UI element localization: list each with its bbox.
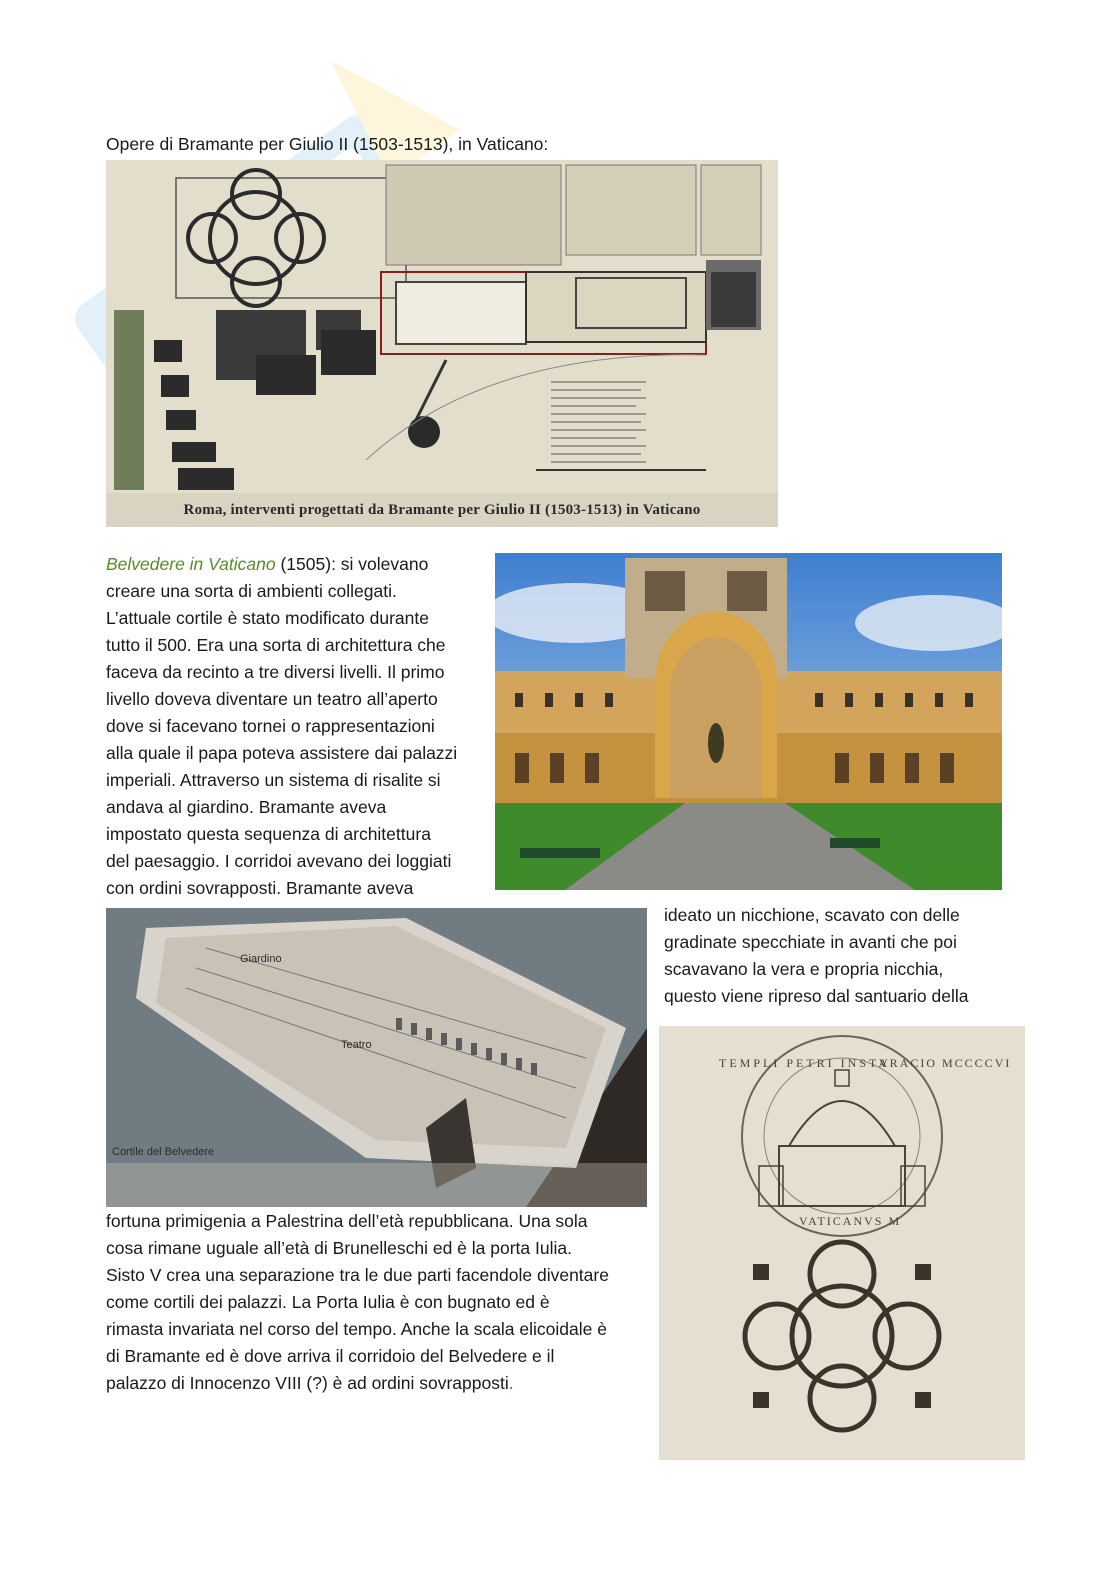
medal-inscription-left: TEMPLI PETRI INSTA (719, 1056, 891, 1070)
model-label-teatro: Teatro (341, 1039, 372, 1051)
belvedere-date: (1505) (275, 554, 332, 574)
belvedere-line-0: : si volevano (331, 554, 429, 574)
bottom-line-6: palazzo di Innocenzo VIII (?) è ad ordini sovrapposti (106, 1373, 509, 1393)
right-paragraph (664, 902, 1064, 1010)
belvedere-line-11: del paesaggio. I corridoi avevano dei loggiati (106, 851, 452, 871)
site-plan-drawing (106, 160, 778, 527)
belvedere-line-7: alla quale il papa poteva assistere dai palazzi (106, 743, 458, 763)
belvedere-line-9: andava al giardino. Bramante aveva (106, 797, 387, 817)
belvedere-paragraph (106, 551, 486, 902)
site-plan-caption: Roma, interventi progettati da Bramante per Giulio II (1503-1513) in Vaticano (106, 493, 778, 527)
trailing-period: . (508, 1373, 514, 1393)
belvedere-model-drawing (106, 908, 647, 1207)
medal-inscription-bottom: VATICANVS M (799, 1214, 902, 1228)
bottom-line-4: rimasta invariata nel corso del tempo. Anche la scala elicoidale è (106, 1319, 607, 1339)
right-line-2: scavavano la vera e propria nicchia, (664, 959, 944, 979)
right-line-1: gradinate specchiate in avanti che poi (664, 932, 957, 952)
belvedere-line-5: livello doveva diventare un teatro all’aperto (106, 689, 438, 709)
model-label-cortile: Cortile del Belvedere (112, 1146, 215, 1158)
belvedere-line-8: imperiali. Attraverso un sistema di risalite si (106, 770, 441, 790)
bottom-line-0: fortuna primigenia a Palestrina dell’età repubblicana. Una sola (106, 1211, 588, 1231)
bottom-line-1: cosa rimane uguale all’età di Brunelleschi ed è la porta Iulia. (106, 1238, 572, 1258)
belvedere-line-12: con ordini sovrapposti. Bramante aveva (106, 878, 414, 898)
belvedere-line-3: tutto il 500. Era una sorta di architettura che (106, 635, 446, 655)
belvedere-photo-drawing (495, 553, 1002, 890)
medal-plan-figure (659, 1026, 1025, 1460)
belvedere-photo (495, 553, 1002, 890)
bottom-line-3: come cortili dei palazzi. La Porta Iulia è con bugnato ed è (106, 1292, 550, 1312)
medal-plan-drawing (659, 1026, 1025, 1460)
belvedere-title: Belvedere in Vaticano (106, 554, 276, 574)
bottom-line-5: di Bramante ed è dove arriva il corridoio del Belvedere e il (106, 1346, 555, 1366)
bottom-line-2: Sisto V crea una separazione tra le due parti facendole diventare (106, 1265, 609, 1285)
bottom-paragraph (106, 1208, 651, 1397)
site-plan-figure (106, 160, 778, 527)
page-heading: Opere di Bramante per Giulio II (1503-1513), in Vaticano: (106, 134, 549, 154)
right-line-3: questo viene ripreso dal santuario della (664, 986, 969, 1006)
model-label-giardino: Giardino (240, 953, 282, 965)
belvedere-line-10: impostato questa sequenza di architettura (106, 824, 431, 844)
belvedere-model-figure (106, 908, 647, 1207)
medal-inscription-right: VRACIO MCCCCVI (879, 1056, 1012, 1070)
belvedere-line-1: creare una sorta di ambienti collegati. (106, 581, 397, 601)
belvedere-line-2: L’attuale cortile è stato modificato durante (106, 608, 429, 628)
belvedere-line-4: faceva da recinto a tre diversi livelli. Il primo (106, 662, 445, 682)
belvedere-line-6: dove si facevano tornei o rappresentazioni (106, 716, 435, 736)
right-line-0: ideato un nicchione, scavato con delle (664, 905, 960, 925)
